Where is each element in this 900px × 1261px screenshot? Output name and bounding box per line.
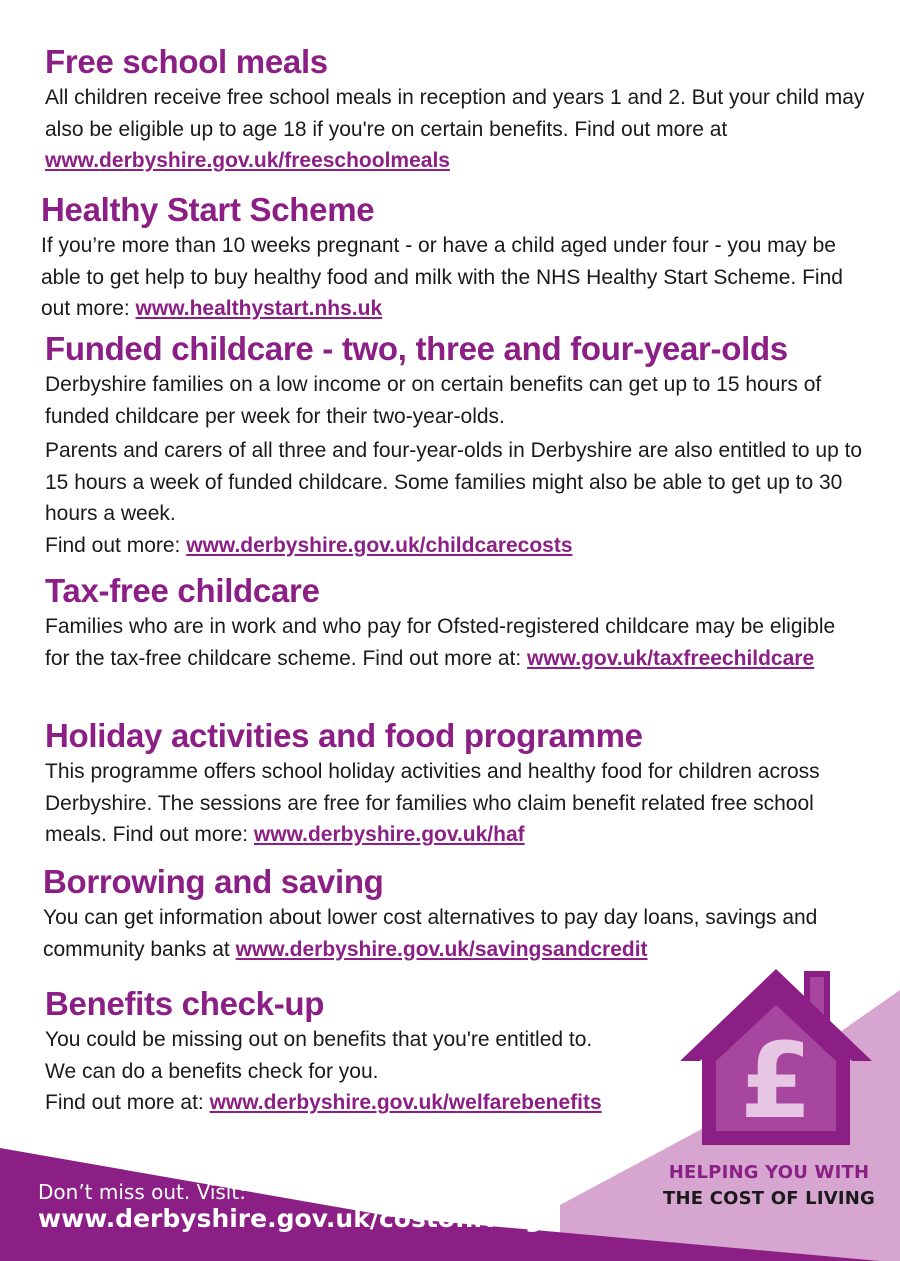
section-healthy-start (41, 190, 861, 325)
section-paragraph: Find out more: www.derbyshire.gov.uk/childcarecosts (45, 533, 573, 557)
section-holiday-activities (45, 716, 865, 851)
section-heading: Healthy Start Scheme (41, 191, 375, 228)
section-paragraph: You can get information about lower cost alternatives to pay day loans, savings and community banks at www.derbyshire.gov.uk/savingsandcredit (43, 906, 818, 961)
section-paragraph: If you’re more than 10 weeks pregnant - or have a child aged under four - you may be able to get help to buy healthy food and milk with the NHS Healthy Start Scheme. Find out more: www.healthystart.nhs.uk (41, 234, 843, 320)
section-paragraph: You could be missing out on benefits that you're entitled to. (45, 1028, 593, 1051)
welfare-benefits-link[interactable]: www.derbyshire.gov.uk/welfarebenefits (209, 1091, 602, 1114)
footer-url-link[interactable]: www.derbyshire.gov.uk/costofliving (38, 1204, 543, 1233)
section-free-school-meals (45, 42, 865, 177)
brand-tagline-line2: THE COST OF LIVING (662, 1188, 876, 1209)
section-heading: Holiday activities and food programme (45, 717, 643, 754)
haf-link[interactable]: www.derbyshire.gov.uk/haf (253, 823, 525, 846)
section-funded-childcare (45, 329, 865, 561)
section-paragraph: Families who are in work and who pay for Ofsted-registered childcare may be eligible for the tax-free childcare scheme. Find out more at: www.gov.uk/taxfreechildcare (45, 615, 836, 670)
section-heading: Funded childcare - two, three and four-year-olds (45, 330, 788, 367)
house-pound-icon (676, 965, 876, 1155)
section-heading: Benefits check-up (45, 985, 325, 1022)
free-school-meals-link[interactable]: www.derbyshire.gov.uk/freeschoolmeals (45, 149, 450, 172)
section-paragraph: We can do a benefits check for you. (45, 1059, 379, 1083)
brand-tagline-line1: HELPING YOU WITH (668, 1162, 870, 1183)
tax-free-childcare-link[interactable]: www.gov.uk/taxfreechildcare (527, 646, 815, 670)
footer-prompt: Don’t miss out. Visit: (38, 1180, 246, 1204)
section-paragraph: Derbyshire families on a low income or on certain benefits can get up to 15 hours of funded childcare per week for their two-year-olds. (45, 373, 822, 428)
healthy-start-link[interactable]: www.healthystart.nhs.uk (135, 297, 383, 320)
section-heading: Free school meals (45, 43, 328, 80)
section-paragraph: Find out more at: www.derbyshire.gov.uk/welfarebenefits (45, 1091, 602, 1114)
section-borrowing-saving (43, 862, 863, 965)
section-paragraph: Parents and carers of all three and four-year-olds in Derbyshire are also entitled to up to 15 hours a week of funded childcare. Some families might also be able to get up to 30 hours a week. (45, 439, 863, 525)
section-tax-free-childcare (45, 571, 865, 674)
section-paragraph: All children receive free school meals in reception and years 1 and 2. But your child may also be eligible up to age 18 if you're on certain benefits. Find out more at www.derbyshire.gov.uk/freeschoolmeals (45, 86, 865, 172)
childcare-costs-link[interactable]: www.derbyshire.gov.uk/childcarecosts (186, 533, 573, 557)
section-heading: Tax-free childcare (45, 572, 320, 609)
section-paragraph: This programme offers school holiday activities and healthy food for children across Derbyshire. The sessions are free for families who claim benefit related free school meals. Find out more: www.derbyshire.gov.uk/haf (45, 760, 820, 846)
pound-symbol: £ (739, 1020, 813, 1142)
section-benefits-check (45, 984, 685, 1119)
savings-credit-link[interactable]: www.derbyshire.gov.uk/savingsandcredit (235, 937, 648, 961)
section-heading: Borrowing and saving (43, 863, 384, 900)
